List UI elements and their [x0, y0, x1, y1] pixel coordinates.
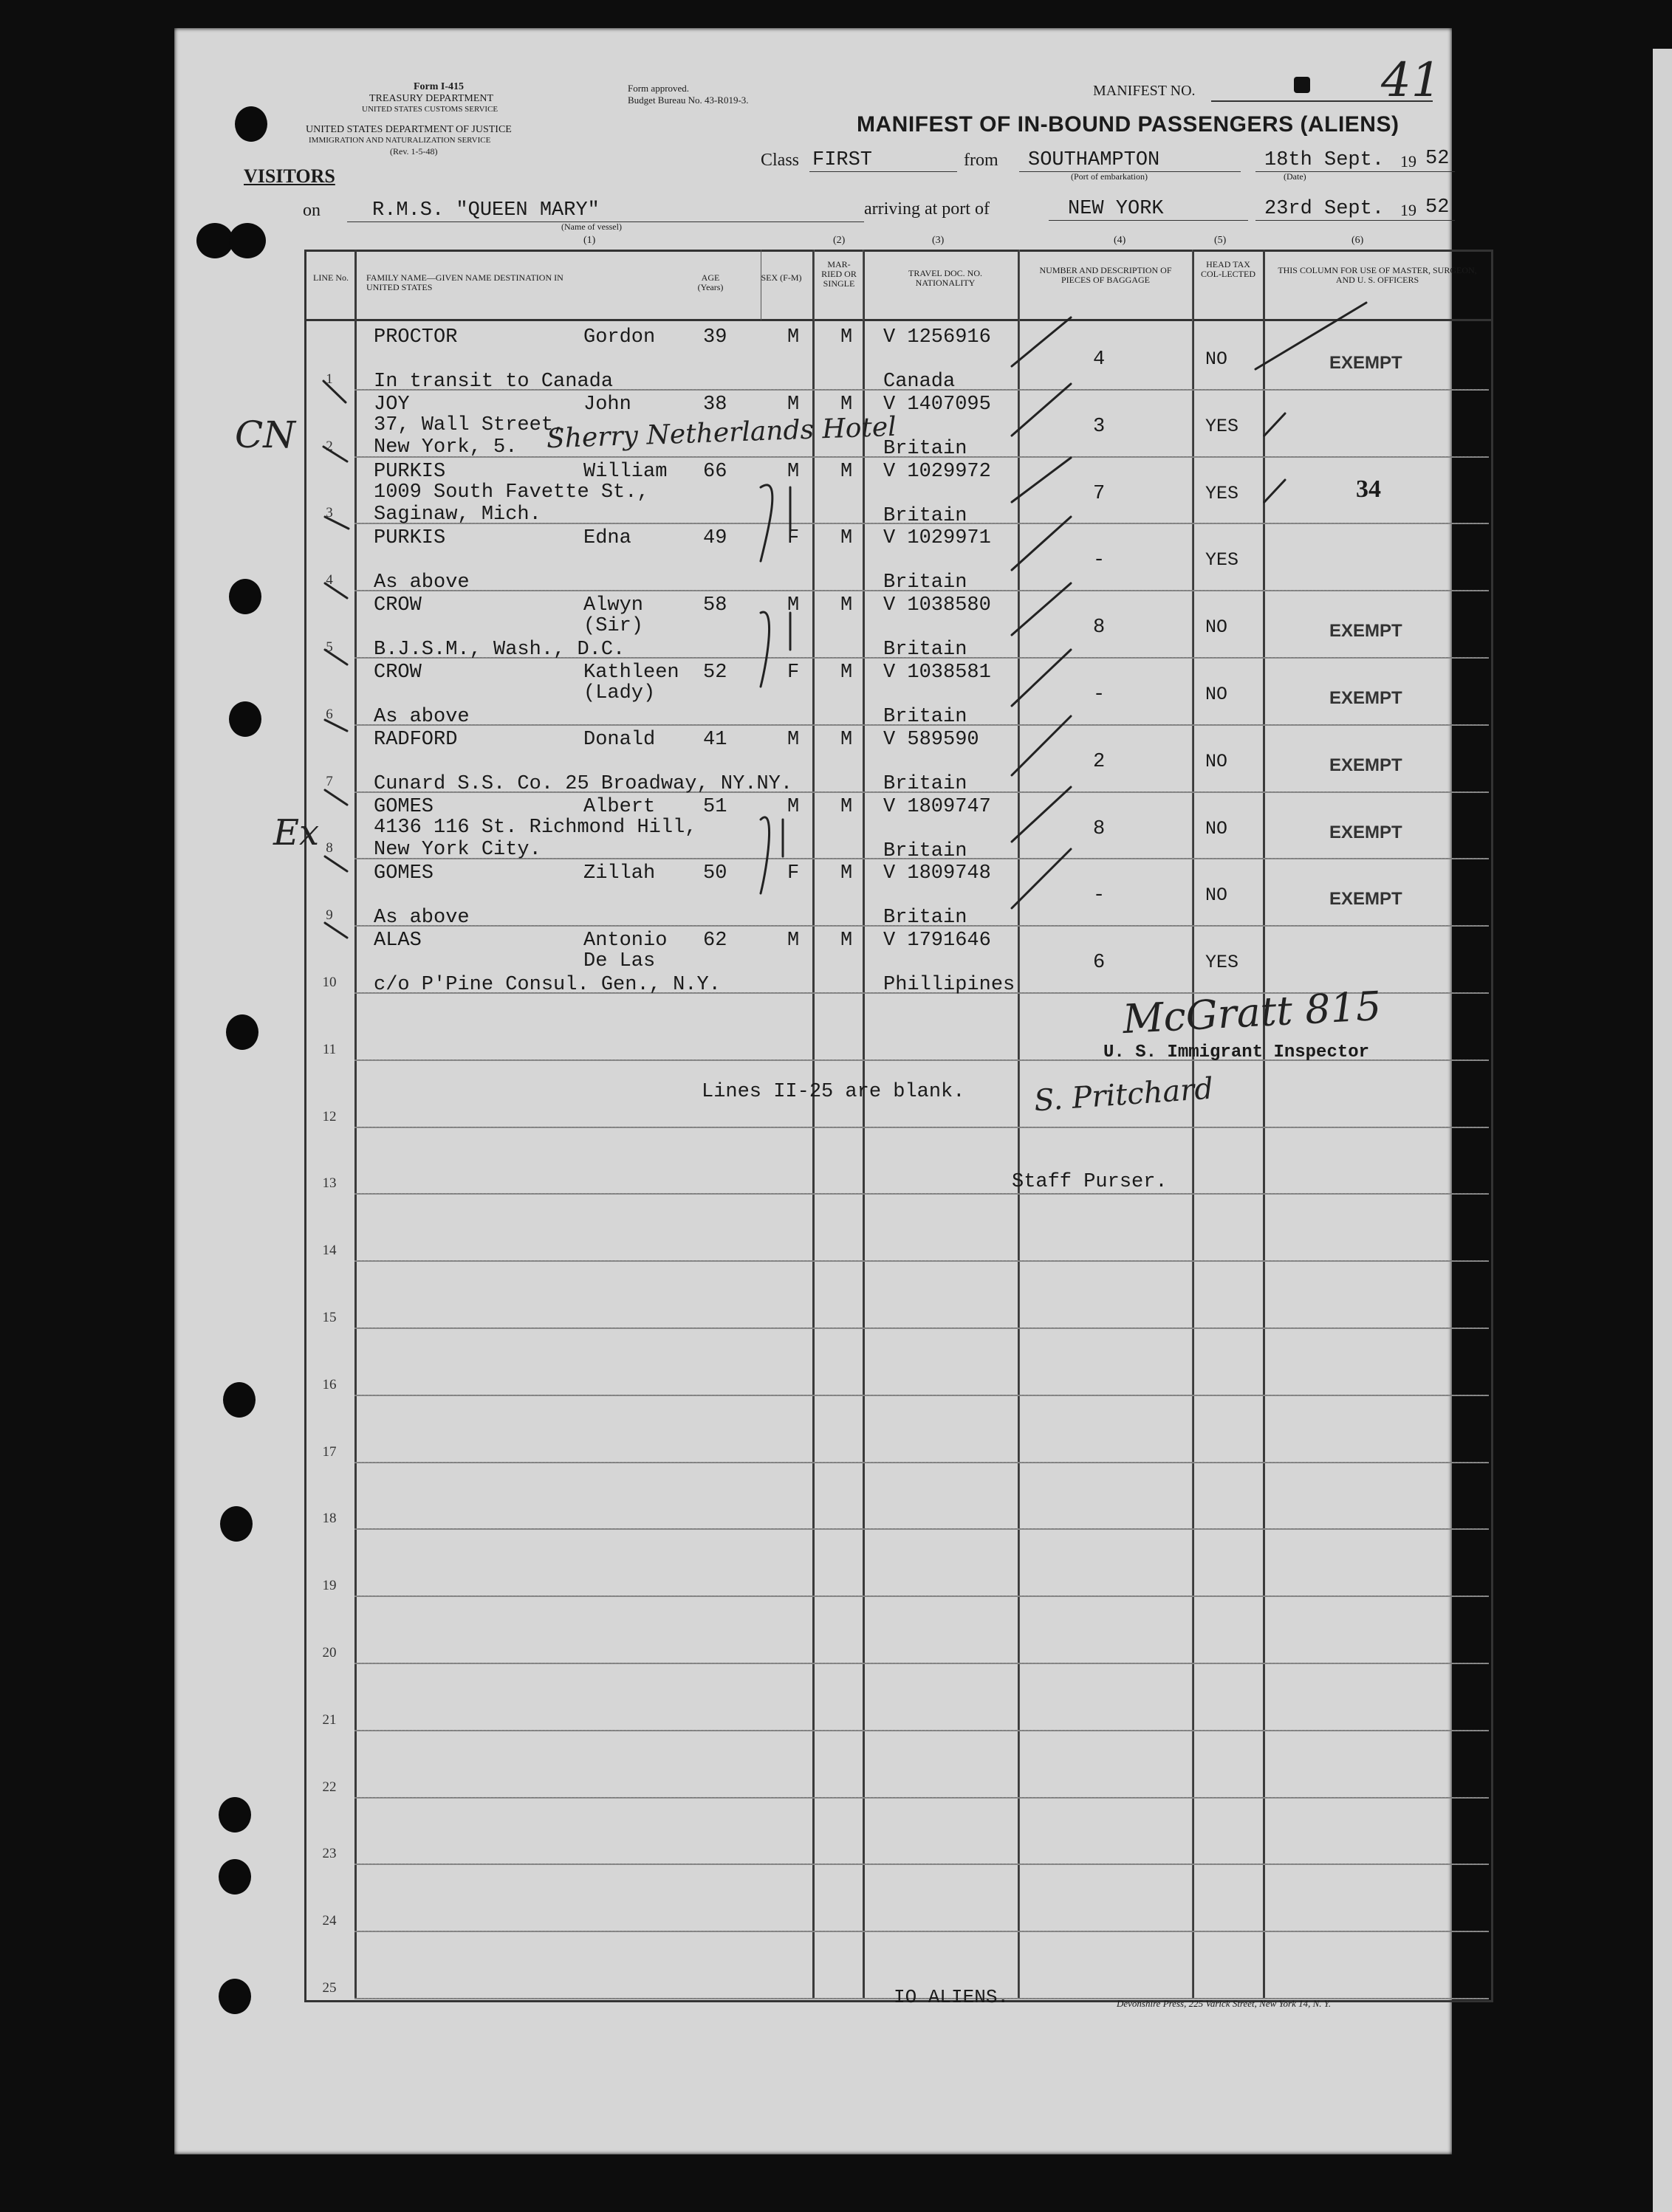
justice-dept: UNITED STATES DEPARTMENT OF JUSTICE: [306, 124, 512, 135]
baggage-count: 4: [1093, 348, 1106, 371]
given-name: William: [583, 461, 668, 483]
line-number: 17: [322, 1444, 337, 1460]
line-number: 18: [322, 1511, 337, 1526]
marital-status: M: [840, 662, 853, 684]
given-name-2: (Lady): [583, 682, 656, 704]
nationality: Britain: [883, 840, 967, 862]
line-number: 11: [322, 1042, 337, 1057]
marital-status: M: [840, 394, 853, 416]
destination-2: New York City.: [374, 839, 541, 861]
header-sex: SEX (F-M): [761, 272, 802, 283]
head-tax: NO: [1205, 885, 1228, 906]
head-tax: NO: [1205, 616, 1228, 638]
destination: As above: [374, 907, 470, 929]
dep-year-prefix: 19: [1400, 152, 1416, 171]
baggage-count: 7: [1093, 483, 1106, 505]
travel-doc-no: V 1407095: [883, 394, 991, 416]
from-label: from: [964, 151, 998, 170]
destination: 1009 South Favette St.,: [374, 481, 649, 504]
line-number: 20: [322, 1645, 337, 1660]
destination: B.J.S.M., Wash., D.C.: [374, 639, 626, 661]
family-name: RADFORD: [374, 729, 458, 751]
nationality: Britain: [883, 505, 967, 527]
line-number: 9: [326, 907, 333, 923]
given-name: Edna: [583, 527, 631, 549]
family-name: GOMES: [374, 862, 434, 885]
destination: 4136 116 St. Richmond Hill,: [374, 817, 697, 839]
baggage-count: -: [1093, 885, 1106, 907]
line-number: 23: [322, 1846, 337, 1861]
baggage-count: -: [1093, 684, 1106, 706]
header-baggage: NUMBER AND DESCRIPTION OF PIECES OF BAGGAGE: [1039, 265, 1172, 285]
destination: c/o P'Pine Consul. Gen., N.Y.: [374, 974, 721, 996]
sex: M: [787, 461, 800, 483]
header-name: FAMILY NAME—GIVEN NAME DESTINATION IN UNITED STATES: [366, 272, 563, 292]
line-number: 25: [322, 1980, 337, 1996]
line-number: 8: [326, 840, 333, 856]
form-number: Form I-415: [414, 81, 465, 92]
purser-title: Staff Purser.: [1012, 1171, 1168, 1193]
col-num-1: (1): [583, 235, 596, 246]
header-line: LINE No.: [313, 272, 349, 283]
class-label: Class: [761, 151, 800, 170]
blank-lines-note: Lines II-25 are blank.: [702, 1081, 965, 1103]
margin-note-ex: Ex: [273, 812, 320, 853]
baggage-count: 6: [1093, 952, 1106, 974]
visitors-label: VISITORS: [244, 165, 335, 187]
destination: Cunard S.S. Co. 25 Broadway, NY.NY.: [374, 773, 793, 795]
age: 51: [703, 796, 727, 818]
vessel-name: R.M.S. "QUEEN MARY": [372, 199, 600, 221]
arrival-port: NEW YORK: [1068, 198, 1164, 220]
head-tax: YES: [1205, 483, 1239, 504]
line-number: 4: [326, 572, 333, 588]
marital-status: M: [840, 594, 853, 616]
manifest-title: MANIFEST OF IN-BOUND PASSENGERS (ALIENS): [857, 112, 1399, 137]
manifest-no-label: MANIFEST NO.: [1093, 83, 1196, 99]
from-sub: (Port of embarkation): [1071, 171, 1148, 182]
col-num-2: (2): [833, 235, 846, 246]
given-name: Albert: [583, 796, 656, 818]
line-number: 14: [322, 1243, 337, 1258]
departure-year: 52: [1425, 148, 1450, 170]
exempt-stamp: EXEMPT: [1329, 353, 1402, 373]
baggage-count: 3: [1093, 416, 1106, 438]
line-number: 21: [322, 1712, 337, 1728]
travel-doc-no: V 1029971: [883, 527, 991, 549]
line-number: 12: [322, 1109, 337, 1124]
family-name: CROW: [374, 594, 422, 616]
date-sub: (Date): [1284, 171, 1306, 182]
nationality: Phillipines: [883, 974, 1015, 996]
destination: In transit to Canada: [374, 371, 614, 393]
marital-status: M: [840, 862, 853, 885]
departure-date: 18th Sept.: [1264, 149, 1385, 171]
line-number: 13: [322, 1175, 337, 1191]
nationality: Britain: [883, 773, 967, 795]
on-label: on: [303, 201, 321, 220]
head-tax: NO: [1205, 684, 1228, 705]
family-name: GOMES: [374, 796, 434, 818]
header-travel: TRAVEL DOC. NO. NATIONALITY: [908, 268, 982, 288]
nationality: Britain: [883, 907, 967, 929]
line-number: 3: [326, 505, 333, 521]
sex: F: [787, 862, 800, 885]
customs-service: UNITED STATES CUSTOMS SERVICE: [362, 105, 498, 114]
line-number: 16: [322, 1377, 337, 1392]
baggage-count: 2: [1093, 751, 1106, 773]
header-age: AGE (Years): [697, 272, 724, 292]
given-name-2: De Las: [583, 950, 656, 972]
destination-2: Saginaw, Mich.: [374, 504, 541, 526]
revision: (Rev. 1-5-48): [390, 146, 438, 157]
inspector-signature: McGratt 815: [1121, 982, 1383, 1043]
header-married: MAR-RIED OR SINGLE: [821, 259, 857, 289]
marital-status: M: [840, 461, 853, 483]
nationality: Canada: [883, 371, 956, 393]
given-name-2: (Sir): [583, 615, 644, 637]
family-name: PROCTOR: [374, 326, 458, 348]
exempt-stamp: EXEMPT: [1329, 688, 1402, 708]
form-approved: Form approved.: [628, 83, 690, 94]
line-number: 10: [322, 975, 337, 990]
sex: M: [787, 326, 800, 348]
arriving-label: arriving at port of: [864, 199, 990, 219]
line-number: 2: [326, 439, 333, 454]
nationality: Britain: [883, 571, 967, 594]
col-num-5: (5): [1214, 235, 1227, 246]
budget-bureau: Budget Bureau No. 43-R019-3.: [628, 95, 749, 106]
age: 39: [703, 326, 727, 348]
col-num-6: (6): [1351, 235, 1364, 246]
alien-total: IO ALIENS.: [894, 1986, 1010, 2008]
class-value: FIRST: [812, 149, 873, 171]
destination-2: New York, 5.: [374, 436, 518, 458]
marital-status: M: [840, 527, 853, 549]
sex: M: [787, 594, 800, 616]
head-tax: NO: [1205, 818, 1228, 839]
margin-note-cn: CN: [235, 413, 296, 456]
head-tax: NO: [1205, 751, 1228, 772]
from-value: SOUTHAMPTON: [1028, 149, 1160, 171]
travel-doc-no: V 1791646: [883, 930, 991, 952]
given-name: Gordon: [583, 326, 656, 348]
travel-doc-no: V 1038580: [883, 594, 991, 616]
line-number: 24: [322, 1913, 337, 1928]
given-name: Donald: [583, 729, 656, 751]
manifest-number: 41: [1381, 53, 1442, 108]
head-tax: YES: [1205, 549, 1239, 571]
line-number: 5: [326, 639, 333, 655]
age: 50: [703, 862, 727, 885]
exempt-stamp: EXEMPT: [1329, 755, 1402, 775]
travel-doc-no: V 1038581: [883, 662, 991, 684]
destination: As above: [374, 571, 470, 594]
sex: M: [787, 729, 800, 751]
travel-doc-no: V 1029972: [883, 461, 991, 483]
col-num-4: (4): [1114, 235, 1126, 246]
line-number: 22: [322, 1779, 337, 1795]
marital-status: M: [840, 729, 853, 751]
family-name: CROW: [374, 662, 422, 684]
arrival-year: 52: [1425, 196, 1450, 219]
line-number: 15: [322, 1310, 337, 1325]
exempt-stamp: EXEMPT: [1329, 621, 1402, 641]
age: 62: [703, 930, 727, 952]
family-name: PURKIS: [374, 527, 446, 549]
travel-doc-no: V 1809748: [883, 862, 991, 885]
head-tax: NO: [1205, 348, 1228, 370]
family-name: JOY: [374, 394, 410, 416]
officer-number: 34: [1356, 475, 1381, 503]
travel-doc-no: V 1256916: [883, 326, 991, 348]
printer-credit: Devonshire Press, 225 Varick Street, New York 14, N. Y.: [1117, 1998, 1332, 2009]
given-name: Zillah: [583, 862, 656, 885]
family-name: PURKIS: [374, 461, 446, 483]
line-number: 1: [326, 371, 333, 387]
age: 38: [703, 394, 727, 416]
given-name: Kathleen: [583, 662, 679, 684]
age: 49: [703, 527, 727, 549]
arr-year-prefix: 19: [1400, 201, 1416, 219]
baggage-count: 8: [1093, 818, 1106, 840]
header-headtax: HEAD TAX COL-LECTED: [1201, 259, 1255, 279]
col-num-3: (3): [932, 235, 945, 246]
nationality: Britain: [883, 706, 967, 728]
age: 41: [703, 729, 727, 751]
marital-status: M: [840, 930, 853, 952]
hotel-note: Sherry Netherlands Hotel: [546, 411, 897, 455]
line-number: 19: [322, 1578, 337, 1593]
baggage-count: -: [1093, 549, 1106, 571]
ins-service: IMMIGRATION AND NATURALIZATION SERVICE: [309, 136, 491, 145]
sex: F: [787, 662, 800, 684]
destination: 37, Wall Street,: [374, 414, 566, 436]
sex: M: [787, 796, 800, 818]
sex: M: [787, 394, 800, 416]
inspector-title: U. S. Immigrant Inspector: [1103, 1043, 1370, 1062]
exempt-stamp: EXEMPT: [1329, 889, 1402, 909]
age: 58: [703, 594, 727, 616]
travel-doc-no: V 1809747: [883, 796, 991, 818]
baggage-count: 8: [1093, 616, 1106, 639]
given-name: Antonio: [583, 930, 668, 952]
header-officers: THIS COLUMN FOR USE OF MASTER, SURGEON, AND U. S. OFFICERS: [1278, 265, 1477, 285]
given-name: John: [583, 394, 631, 416]
tick-marks: [323, 303, 1366, 938]
purser-signature: S. Pritchard: [1032, 1071, 1215, 1119]
sex: F: [787, 527, 800, 549]
travel-doc-no: V 589590: [883, 729, 979, 751]
line-number: 7: [326, 774, 333, 789]
treasury-dept: TREASURY DEPARTMENT: [369, 93, 494, 104]
given-name: Alwyn: [583, 594, 644, 616]
nationality: Britain: [883, 438, 967, 460]
marital-status: M: [840, 796, 853, 818]
age: 66: [703, 461, 727, 483]
marital-status: M: [840, 326, 853, 348]
arrival-date: 23rd Sept.: [1264, 198, 1385, 220]
line-number: 6: [326, 707, 333, 722]
sex: M: [787, 930, 800, 952]
vessel-sub: (Name of vessel): [561, 221, 622, 232]
head-tax: YES: [1205, 416, 1239, 437]
family-name: ALAS: [374, 930, 422, 952]
age: 52: [703, 662, 727, 684]
head-tax: YES: [1205, 952, 1239, 973]
destination: As above: [374, 706, 470, 728]
exempt-stamp: EXEMPT: [1329, 822, 1402, 842]
nationality: Britain: [883, 639, 967, 661]
